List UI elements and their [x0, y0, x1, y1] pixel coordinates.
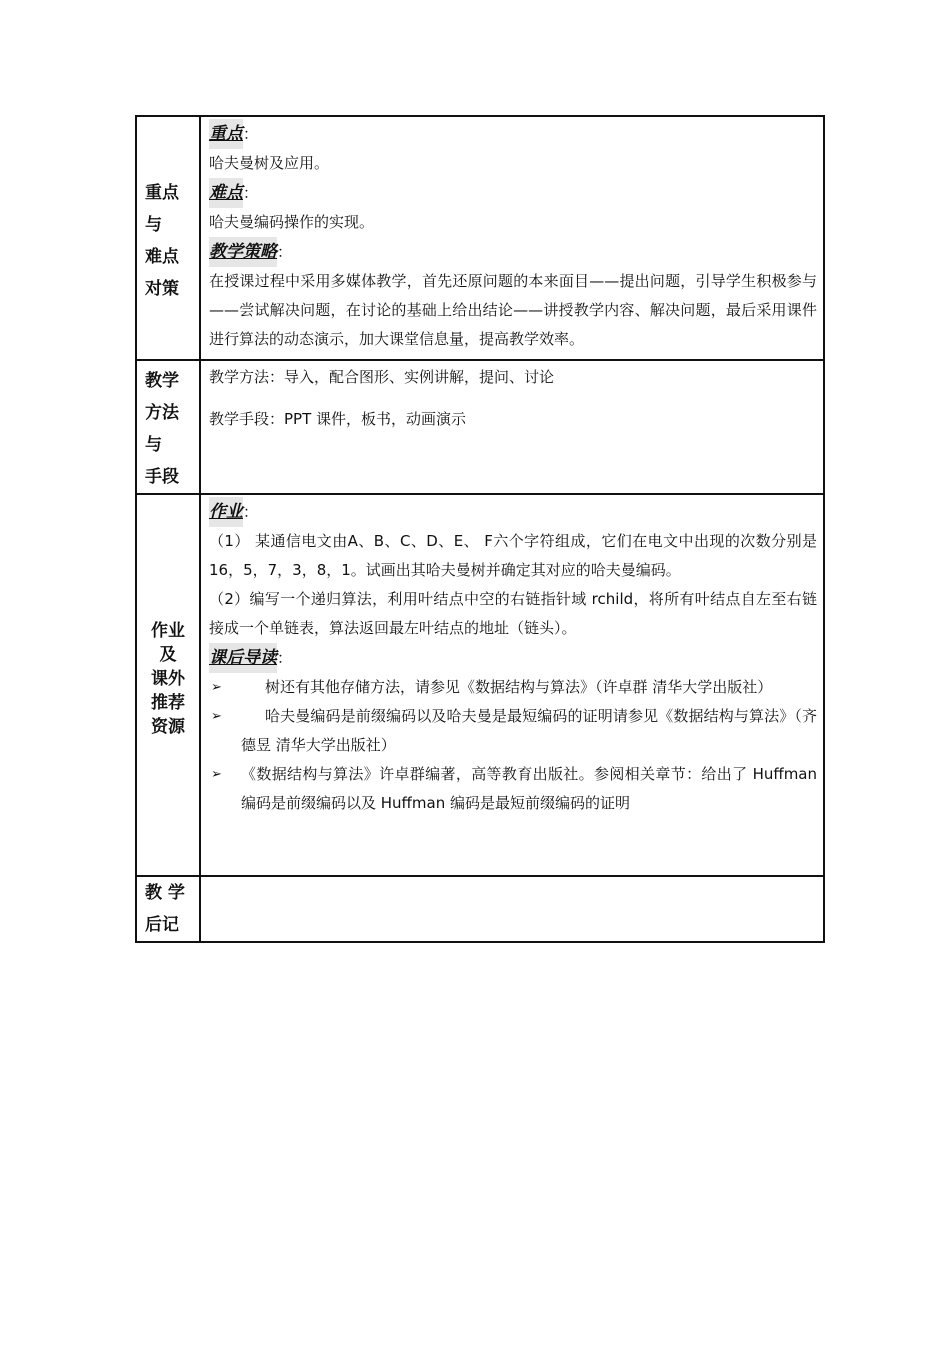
row-label-line: 及	[159, 645, 177, 665]
row-label-line: 对策	[145, 279, 179, 299]
reading-item-text: 《数据结构与算法》许卓群编著，高等教育出版社。参阅相关章节：给出了 Huffman 编码是前缀编码以及 Huffman 编码是最短前缀编码的证明	[241, 765, 817, 812]
row-label	[136, 876, 200, 942]
colon: ：	[243, 125, 259, 143]
arrow-bullet-icon: ➢	[211, 680, 222, 695]
row-label-line: 教 学	[145, 883, 185, 903]
row-label	[136, 116, 200, 360]
colon: ：	[277, 649, 293, 667]
table-row	[136, 116, 824, 360]
row-label	[136, 494, 200, 876]
list-item	[209, 760, 817, 818]
row-content	[200, 116, 824, 360]
homework-item-2: （2）编写一个递归算法，利用叶结点中空的右链指针域 rchild，将所有叶结点自左至右链接成一个单链表，算法返回最左叶结点的地址（链头）。	[209, 590, 817, 637]
table-row	[136, 360, 824, 494]
strategy-text: 在授课过程中采用多媒体教学，首先还原问题的本来面目——提出问题，引导学生积极参与——尝试解决问题，在讨论的基础上给出结论——讲授教学内容、解决问题，最后采用课件进行算法的动态演示，加大课堂信息量，提高教学效率。	[209, 272, 817, 348]
homework-item-1: （1） 某通信电文由A、B、C、D、E、 F六个字符组成，它们在电文中出现的次数分别是 16，5，7，3，8，1。试画出其哈夫曼树并确定其对应的哈夫曼编码。	[209, 532, 817, 579]
reading-heading: 课后导读	[209, 643, 277, 673]
teaching-notes-cell[interactable]	[200, 876, 824, 942]
difficulty-heading: 难点	[209, 178, 243, 208]
row-label-line: 难点	[145, 247, 179, 267]
row-label-line: 后记	[145, 915, 179, 935]
table-row	[136, 876, 824, 942]
row-label-line: 课外	[151, 669, 185, 689]
row-label-line: 手段	[145, 467, 179, 487]
key-point-text: 哈夫曼树及应用。	[209, 154, 330, 172]
colon: ：	[243, 184, 259, 202]
difficulty-text: 哈夫曼编码操作的实现。	[209, 213, 375, 231]
teaching-means-text: 教学手段：PPT 课件，板书，动画演示	[209, 410, 467, 428]
row-label-line: 与	[145, 435, 162, 455]
row-label-line: 方法	[145, 403, 179, 423]
lesson-plan-table	[135, 115, 825, 943]
list-item	[209, 702, 817, 760]
arrow-bullet-icon: ➢	[211, 709, 222, 724]
row-content	[200, 494, 824, 876]
strategy-heading: 教学策略	[209, 237, 277, 267]
row-label-line: 教学	[145, 371, 179, 391]
homework-heading: 作业	[209, 497, 243, 527]
reading-item-text: 树还有其他存储方法，请参见《数据结构与算法》（许卓群 清华大学出版社）	[265, 678, 773, 696]
table-row	[136, 494, 824, 876]
colon: ：	[243, 503, 259, 521]
row-label-line: 资源	[151, 717, 185, 737]
row-label-line: 作业	[151, 621, 185, 641]
reading-item-text: 哈夫曼编码是前缀编码以及哈夫曼是最短编码的证明请参见《数据结构与算法》（齐德昱 清华大学出版社）	[241, 707, 817, 754]
colon: ：	[277, 243, 293, 261]
row-label-line: 与	[145, 215, 162, 235]
row-label-line: 推荐	[151, 693, 185, 713]
row-label-line: 重点	[145, 183, 179, 203]
list-item	[209, 673, 817, 702]
teaching-methods-text: 教学方法：导入，配合图形、实例讲解，提问、讨论	[209, 368, 555, 386]
key-point-heading: 重点	[209, 119, 243, 149]
row-content	[200, 360, 824, 494]
arrow-bullet-icon: ➢	[211, 767, 222, 782]
row-label	[136, 360, 200, 494]
